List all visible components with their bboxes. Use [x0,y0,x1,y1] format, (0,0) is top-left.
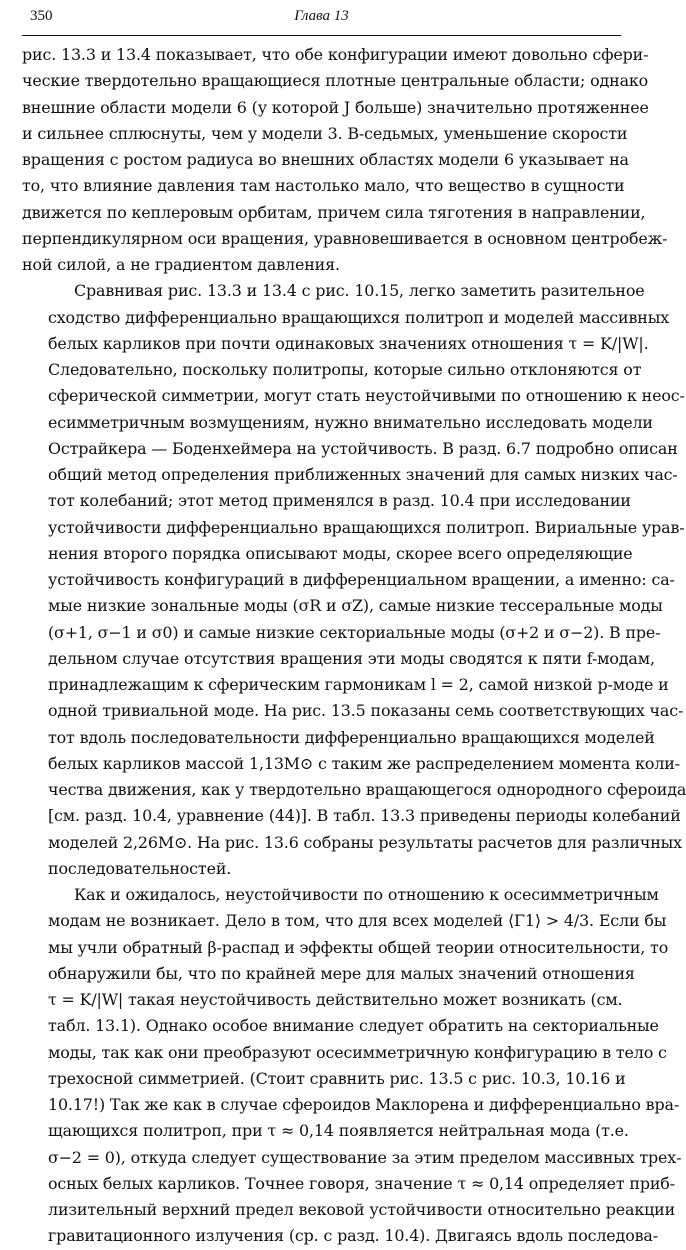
text-line: моды, так как они преобразуют осесимметричную конфигурацию в тело с [48,1042,667,1062]
body-text [22,42,686,1250]
chapter-title: Глава 13 [294,8,349,24]
text-line: мые низкие зональные моды (σR и σZ), самые низкие тессеральные моды [48,596,663,616]
text-line: рис. 13.3 и 13.4 показывает, что обе конфигурации имеют довольно сфери- [22,45,649,64]
text-line: движется по кеплеровым орбитам, причем сила тяготения в направлении, [22,202,646,222]
text-line: (σ+1, σ−1 и σ0) и самые низкие секториальные моды (σ+2 и σ−2). В пре- [48,622,661,642]
text-line: дельном случае отсутствия вращения эти моды сводятся к пяти f-модам, [48,648,655,668]
text-line: σ−2 = 0), откуда следует существование за этим пределом массивных трех- [48,1147,682,1167]
text-line: перпендикулярном оси вращения, уравновешивается в основном центробеж- [22,228,668,248]
text-line: устойчивости дифференциально вращающихся политроп. Вириальные урав- [48,517,685,537]
text-line: чества движения, как у твердотельно вращающегося однородного сфероида [48,780,686,799]
text-line: обнаружили бы, что по крайней мере для малых значений отношения [48,963,635,983]
text-line: то, что влияние давления там настолько мало, что вещество в сущности [22,176,625,196]
text-line: одной тривиальной моде. На рис. 13.5 показаны семь соответствующих час- [48,701,684,721]
text-line: тот колебаний; этот метод применялся в разд. 10.4 при исследовании [48,491,631,511]
text-line: лизительный верхний предел вековой устойчивости относительно реакции [48,1200,676,1219]
running-header [30,8,613,30]
text-line: сходство дифференциально вращающихся политроп и моделей массивных [48,307,670,327]
text-line: Как и ожидалось, неустойчивости по отношению к осесимметричным [74,885,659,904]
text-line: принадлежащим к сферическим гармоникам l = 2, самой низкой p-моде и [48,675,669,694]
text-line: белых карликов при почти одинаковых значениях отношения τ = K/|W|. [48,333,649,353]
paragraph [22,882,682,1250]
text-line: общий метод определения приближенных значений для самых низких час- [48,465,678,484]
text-line: Сравнивая рис. 13.3 и 13.4 с рис. 10.15, легко заметить разительное [74,281,645,301]
text-line: [см. разд. 10.4, уравнение (44)]. В табл. 13.3 приведены периоды колебаний [48,806,681,826]
text-line: щающихся политроп, при τ ≈ 0,14 появляется нейтральная мода (т.е. [48,1121,629,1141]
text-line: белых карликов массой 1,13M⊙ с таким же распределением момента коли- [48,753,680,773]
text-line: Острайкера — Боденхеймера на устойчивость. В разд. 6.7 подробно описан [48,438,678,458]
text-line: 10.17!) Так же как в случае сфероидов Маклорена и дифференциально вра- [48,1095,680,1114]
text-line: внешние области модели 6 (у которой J больше) значительно протяженнее [22,97,649,117]
text-line: есимметричным возмущениям, нужно внимательно исследовать модели [48,412,653,432]
text-line: сферической симметрии, могут стать неустойчивыми по отношению к неос- [48,386,685,406]
text-line: моделей 2,26M⊙. На рис. 13.6 собраны результаты расчетов для различных [48,832,682,852]
text-line: устойчивость конфигураций в дифференциальном вращении, а именно: са- [48,570,675,589]
paragraph [22,278,686,882]
header-rule [22,35,621,36]
text-line: гравитационного излучения (ср. с разд. 10.4). Двигаясь вдоль последова- [48,1226,658,1246]
text-line: табл. 13.1). Однако особое внимание следует обратить на секториальные [48,1016,659,1036]
text-line: τ = K/|W| такая неустойчивость действительно может возникать (см. [48,990,623,1009]
paragraph [22,42,668,278]
text-line: ной силой, а не градиентом давления. [22,255,340,274]
text-line: ческие твердотельно вращающиеся плотные центральные области; однако [22,71,649,91]
text-line: мы учли обратный β-распад и эффекты общей теории относительности, то [48,937,669,957]
text-line: и сильнее сплюснуты, чем у модели 3. В-седьмых, уменьшение скорости [22,123,628,143]
page-number: 350 [30,8,53,24]
text-line: последовательностей. [48,858,232,878]
text-line: модам не возникает. Дело в том, что для всех моделей ⟨Γ1⟩ > 4/3. Если бы [48,911,667,931]
text-line: трехосной симметрией. (Стоит сравнить рис. 13.5 с рис. 10.3, 10.16 и [48,1068,626,1088]
text-line: тот вдоль последовательности дифференциально вращающихся моделей [48,727,655,747]
text-line: нения второго порядка описывают моды, скорее всего определяющие [48,543,633,563]
text-line: осных белых карликов. Точнее говоря, значение τ ≈ 0,14 определяет приб- [48,1173,675,1193]
text-line: вращения с ростом радиуса во внешних областях модели 6 указывает на [22,150,629,169]
text-line: Следовательно, поскольку политропы, которые сильно отклоняются от [48,360,642,379]
